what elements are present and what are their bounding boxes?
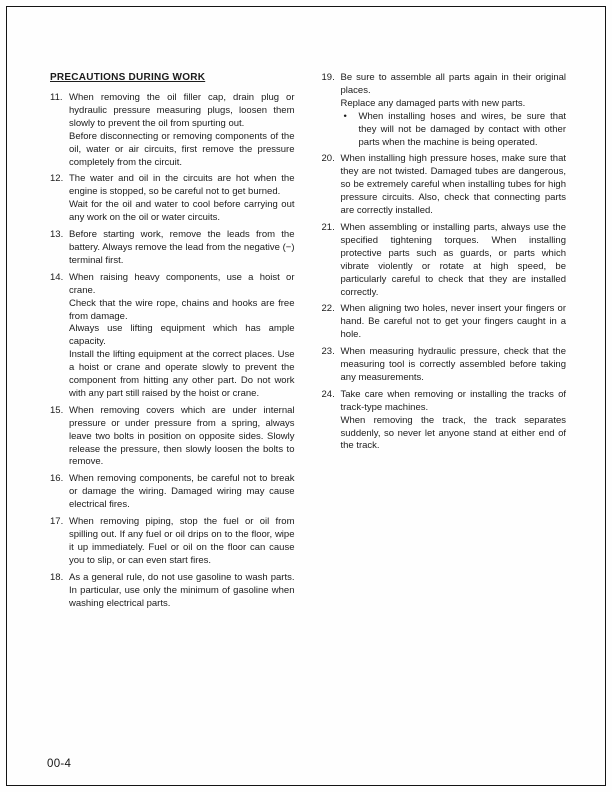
item-paragraph: Install the lifting equipment at the correct places. Use a hoist or crane and operate slowly to prevent the component from hitting any other part. Do not work with any part still raised by the hoist or crane. [69, 349, 295, 399]
item-number: 23. [321, 346, 335, 358]
item-paragraph: When removing the oil filler cap, drain plug or hydraulic pressure measuring plugs, loosen them slowly to prevent the oil from spurting out. [69, 92, 295, 129]
item-body [69, 405, 295, 470]
list-item [50, 272, 295, 401]
list-item [322, 303, 567, 342]
item-number: 19. [321, 72, 335, 83]
item-number: 21. [321, 221, 335, 233]
list-item [322, 389, 567, 454]
item-number: 17. [50, 516, 64, 528]
item-paragraph: When removing covers which are under internal pressure or under pressure from a spring, always leave two bolts in position on opposite sides. Slowly release the pressure, then slowly loosen the bolts to remove. [69, 404, 295, 468]
list-item [50, 173, 295, 225]
item-paragraph: When raising heavy components, use a hoist or crane. [69, 271, 295, 296]
item-number: 24. [321, 388, 335, 400]
item-paragraph: Check that the wire rope, chains and hooks are free from damage. [69, 297, 295, 322]
item-number: 16. [50, 473, 64, 485]
section-heading: PRECAUTIONS DURING WORK [50, 72, 206, 83]
left-column [50, 72, 295, 614]
item-body [69, 473, 295, 512]
item-paragraph: When measuring hydraulic pressure, check that the measuring tool is correctly assembled before taking any measurements. [340, 346, 566, 383]
item-paragraph: Before starting work, remove the leads from the battery. Always remove the lead from the negative (−) terminal first. [69, 229, 295, 266]
item-paragraph: The water and oil in the circuits are hot when the engine is stopped, so be careful not to get burned. [69, 173, 295, 198]
list-item [322, 153, 567, 218]
item-paragraph: Always use lifting equipment which has ample capacity. [69, 323, 295, 348]
right-column-items [322, 72, 567, 453]
left-column-items [50, 92, 295, 610]
item-number: 12. [50, 173, 64, 185]
item-paragraph: Before disconnecting or removing components of the oil, water or air circuits, first remove the pressure completely from the circuit. [69, 130, 295, 168]
item-paragraph: Replace any damaged parts with new parts. [340, 97, 526, 109]
list-item [50, 516, 295, 568]
item-paragraph: When removing components, be careful not to break or damage the wiring. Damaged wiring may cause electrical fires. [69, 473, 295, 511]
item-paragraph: When assembling or installing parts, always use the specified tightening torques. When installing protective parts such as guards, or parts which vibrate violently or rotate at high speed, be particularly careful to check that they are installed correctly. [340, 221, 566, 298]
item-paragraph: Wait for the oil and water to cool before carrying out any work on the oil or water circuits. [69, 199, 295, 224]
item-paragraph: Be sure to assemble all parts again in their original places. [340, 72, 566, 96]
item-body [341, 346, 567, 385]
item-body [69, 229, 295, 268]
page-number: 00-4 [47, 758, 72, 770]
bullet-icon: • [343, 110, 347, 122]
list-item [50, 572, 295, 611]
list-item [322, 72, 567, 149]
item-number: 15. [50, 404, 64, 416]
item-paragraph: When removing piping, stop the fuel or oil from spilling out. If any fuel or oil drips on to the floor, wipe it up immediately. Fuel or oil on the floor can cause you to slip, or can even start fires. [69, 516, 295, 566]
item-body [69, 572, 295, 611]
item-body [341, 72, 567, 149]
item-number: 22. [321, 303, 335, 315]
item-body [69, 92, 295, 169]
item-paragraph: As a general rule, do not use gasoline to wash parts. In particular, use only the minimum of gasoline when washing electrical parts. [69, 571, 295, 609]
item-number: 14. [50, 271, 64, 283]
page-content [50, 72, 566, 614]
list-item [322, 222, 567, 299]
item-body [341, 303, 567, 342]
bullet-item [341, 111, 567, 150]
item-body [69, 516, 295, 568]
item-number: 13. [50, 229, 64, 241]
item-paragraph: When aligning two holes, never insert your fingers or hand. Be careful not to get your fingers caught in a hole. [340, 303, 566, 341]
item-paragraph: When installing high pressure hoses, make sure that they are not twisted. Damaged tubes are dangerous, so be extremely careful when installing tubes for high pressure circuits. Also, check that connecting parts are correctly installed. [340, 153, 566, 217]
list-item [322, 346, 567, 385]
item-body [341, 222, 567, 299]
list-item [50, 229, 295, 268]
bullet-text: When installing hoses and wires, be sure that they will not be damaged by contact with other parts when the machine is being operated. [358, 110, 566, 148]
item-body [69, 272, 295, 401]
item-body [341, 389, 567, 454]
right-column [322, 72, 567, 614]
item-number: 18. [50, 571, 64, 583]
list-item [50, 405, 295, 470]
item-number: 11. [50, 92, 63, 103]
item-body [341, 153, 567, 218]
list-item [50, 473, 295, 512]
item-body [69, 173, 295, 225]
item-number: 20. [321, 153, 335, 165]
list-item [50, 92, 295, 169]
item-paragraph: Take care when removing or installing the tracks of track-type machines. [340, 388, 566, 413]
item-paragraph: When removing the track, the track separates suddenly, so never let anyone stand at either end of the track. [340, 414, 566, 452]
